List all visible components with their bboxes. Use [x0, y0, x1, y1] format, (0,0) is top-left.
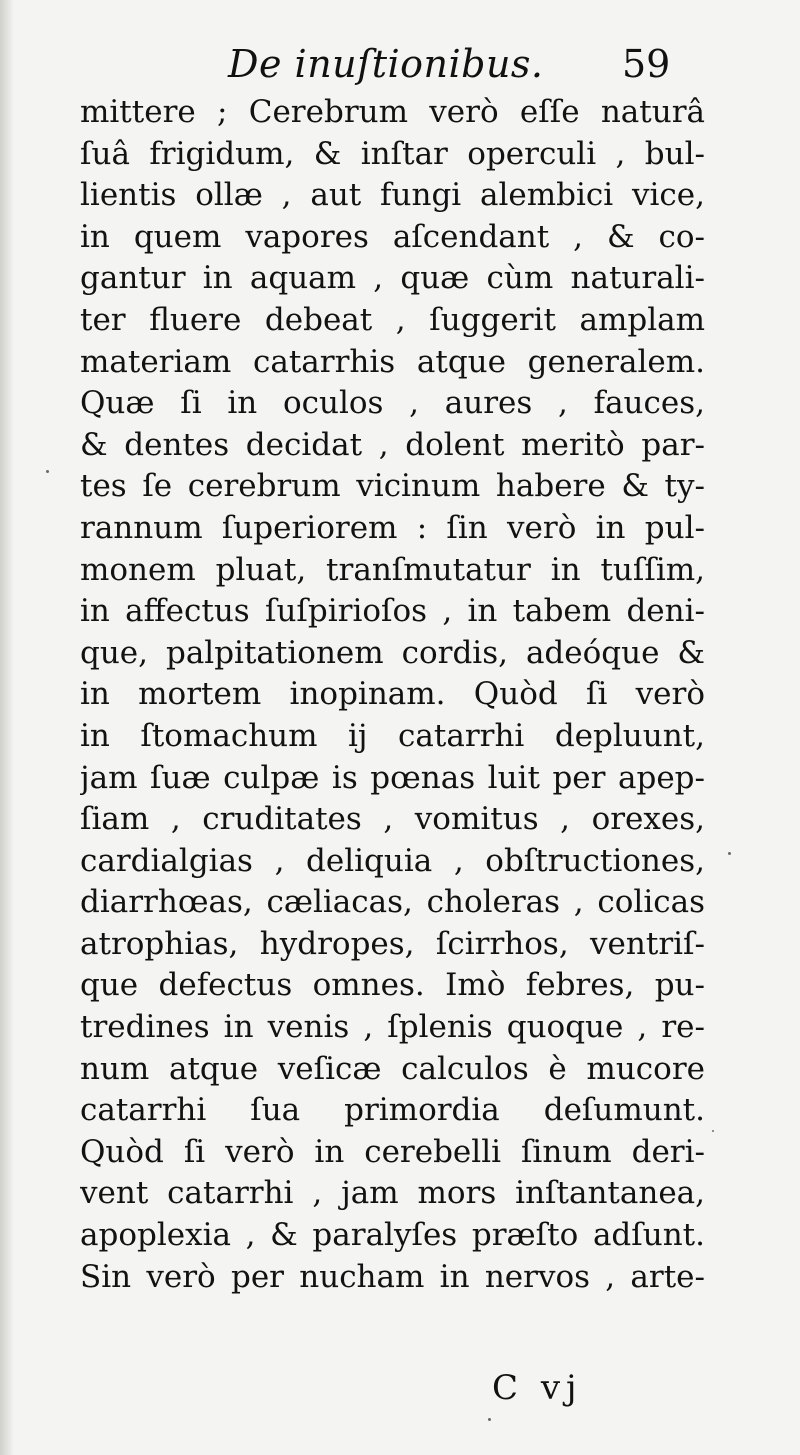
signature-mark: C vj [492, 1368, 583, 1408]
running-head: De inuſtionibus. [228, 42, 544, 86]
print-speck [712, 1130, 714, 1132]
text-line: jam ſuæ culpæ is pœnas luit per apep- [80, 759, 705, 796]
text-line: tes ſe cerebrum vicinum habere & ty- [80, 468, 705, 505]
text-line: mittere ; Cerebrum verò eſſe naturâ [80, 94, 705, 130]
text-line: materiam catarrhis atque generalem. [80, 343, 705, 380]
text-line: ſiam , cruditates , vomitus , orexes, [80, 801, 705, 838]
text-line: Quæ ſi in oculos , aures , fauces, [80, 385, 705, 422]
page-number: 59 [622, 42, 671, 86]
text-line: atrophias, hydropes, ſcirrhos, ventriſ- [80, 925, 705, 962]
print-speck [728, 852, 731, 855]
text-line: apoplexia , & paralyſes præſto adſunt. [80, 1217, 705, 1254]
text-line: ſuâ frigidum, & inſtar operculi , bul- [80, 135, 705, 172]
text-line: rannum ſuperiorem : ſin verò in pul- [80, 509, 705, 546]
page-gutter-shadow [0, 0, 14, 1455]
text-line: in mortem inopinam. Quòd ſi verò [80, 676, 705, 713]
text-line: que, palpitationem cordis, adeóque & [80, 634, 705, 671]
text-line: in ſtomachum ij catarrhi depluunt, [80, 717, 705, 754]
text-line: in quem vapores aſcendant , & co- [80, 218, 705, 255]
text-line: num atque veſicæ calculos è mucore [80, 1050, 705, 1087]
text-line: Quòd ſi verò in cerebelli ſinum deri- [80, 1133, 705, 1170]
text-line: cardialgias , deliquia , obſtructiones, [80, 842, 705, 879]
text-line: catarrhi ſua primordia deſumunt. [80, 1092, 705, 1129]
text-line: Sin verò per nucham in nervos , arte- [80, 1258, 705, 1295]
text-line: que defectus omnes. Imò febres, pu- [80, 967, 705, 1004]
text-line: gantur in aquam , quæ cùm naturali- [80, 260, 705, 297]
text-line: & dentes decidat , dolent meritò par- [80, 426, 705, 463]
text-line: lientis ollæ , aut fungi alembici vice, [80, 177, 705, 214]
page-header [0, 42, 800, 92]
text-line: tredines in venis , ſplenis quoque , re- [80, 1009, 705, 1046]
print-speck [46, 470, 49, 473]
print-speck [488, 1418, 491, 1421]
text-line: diarrhœas, cæliacas, choleras , colicas [80, 884, 705, 921]
text-line: ter fluere debeat , ſuggerit amplam [80, 301, 705, 338]
body-text [80, 92, 705, 1298]
text-line: in affectus ſuſpirioſos , in tabem deni- [80, 593, 705, 630]
text-line: monem pluat, tranſmutatur in tuſſim, [80, 551, 705, 588]
text-line: vent catarrhi , jam mors inſtantanea, [80, 1175, 705, 1212]
